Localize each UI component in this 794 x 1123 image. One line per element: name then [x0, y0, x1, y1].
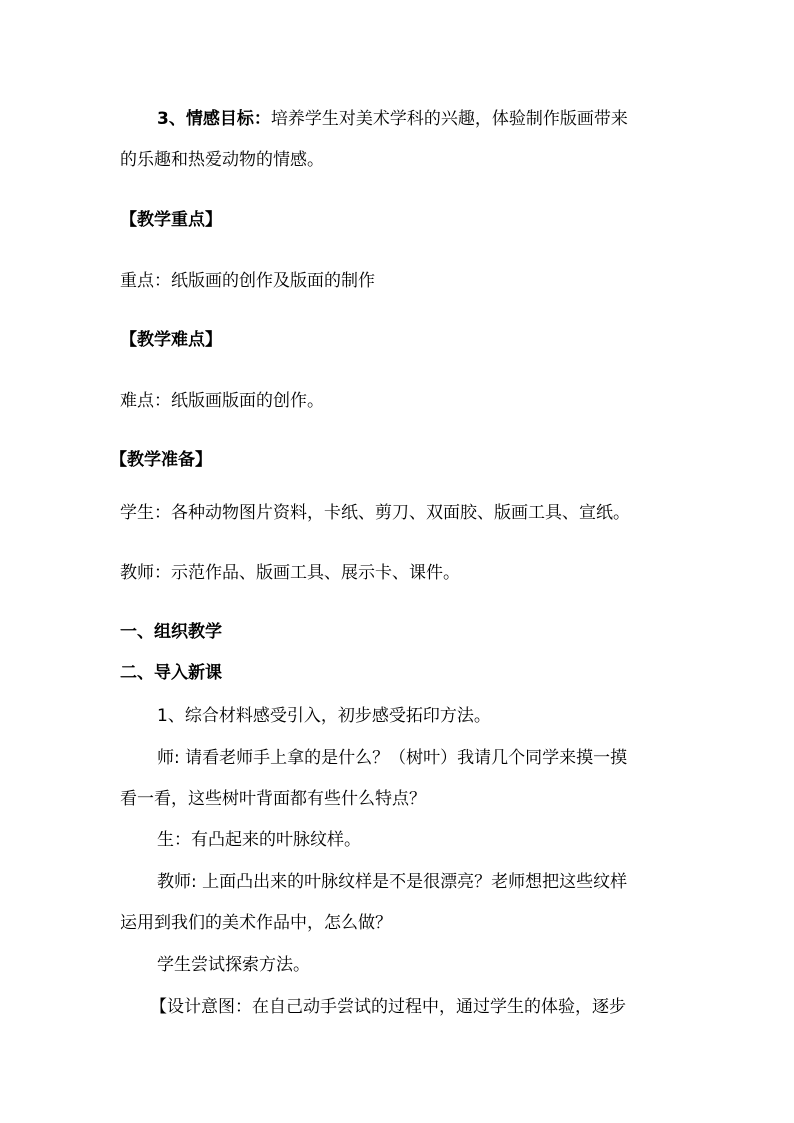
focus-text: 重点：纸版画的创作及版面的制作: [120, 271, 375, 291]
preparation-students: 学生：各种动物图片资料，卡纸、剪刀、双面胶、版画工具、宣纸。: [120, 503, 630, 523]
goal3-line2: 的乐趣和热爱动物的情感。: [120, 150, 324, 170]
goal3-label: 3、情感目标：: [157, 109, 271, 129]
difficulty-text: 难点：纸版画版面的创作。: [120, 391, 324, 411]
paragraph-4-line1: 教师: 上面凸出来的叶脉纹样是不是很漂亮？老师想把这些纹样: [157, 872, 628, 892]
paragraph-1: 1、综合材料感受引入，初步感受拓印方法。: [157, 706, 491, 726]
goal3-text: 培养学生对美术学科的兴趣，体验制作版画带来: [270, 109, 628, 129]
preparation-teacher: 教师：示范作品、版画工具、展示卡、课件。: [120, 563, 460, 583]
difficulty-heading: 【教学难点】: [120, 330, 222, 350]
section-intro: 二、导入新课: [120, 663, 222, 683]
section-organize: 一、组织教学: [120, 622, 222, 642]
focus-heading: 【教学重点】: [120, 210, 222, 230]
paragraph-3: 生：有凸起来的叶脉纹样。: [157, 830, 361, 850]
paragraph-6: 【设计意图：在自己动手尝试的过程中，通过学生的体验，逐步: [150, 997, 626, 1017]
paragraph-4-line2: 运用到我们的美术作品中，怎么做？: [120, 913, 392, 933]
preparation-heading: 【教学准备】: [110, 450, 212, 470]
goal3-line1: [157, 108, 628, 130]
paragraph-2-line2: 看一看，这些树叶背面都有些什么特点？: [120, 789, 426, 809]
paragraph-2-line1: 师: 请看老师手上拿的是什么？（树叶）我请几个同学来摸一摸: [157, 748, 628, 768]
paragraph-5: 学生尝试探索方法。: [157, 955, 310, 975]
